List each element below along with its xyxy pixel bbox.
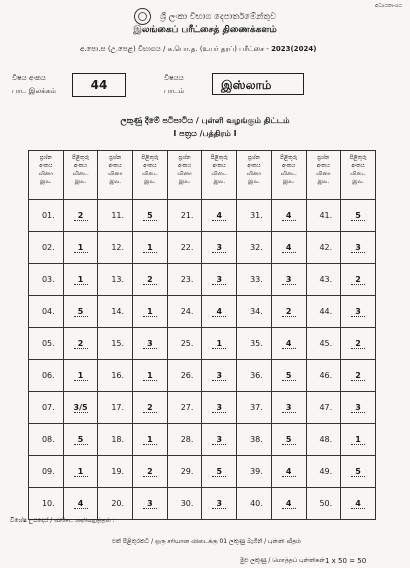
answer-cell	[133, 392, 168, 424]
question-number: 42.	[306, 232, 341, 264]
question-number: 35.	[237, 328, 272, 360]
answer-cell	[271, 360, 306, 392]
header-answer-number: පිළිතුරු අංකය விடை இல.	[202, 151, 237, 200]
question-number: 31.	[237, 200, 272, 232]
header-answer-number: පිළිතුරු අංකය விடை இல.	[133, 151, 168, 200]
answer-value: 1	[74, 275, 88, 285]
question-number: 16.	[98, 360, 133, 392]
answer-value: 5	[74, 435, 88, 445]
answer-cell	[271, 392, 306, 424]
answer-value: 4	[282, 499, 296, 509]
question-number: 21.	[167, 200, 202, 232]
answer-value: 3	[212, 275, 226, 285]
question-number: 40.	[237, 488, 272, 520]
question-number: 49.	[306, 456, 341, 488]
table-header-row	[29, 151, 376, 200]
answer-value: 5	[351, 467, 365, 477]
header-question-number: ප්‍රශ්න අංකය வினா இல.	[29, 151, 64, 200]
question-number: 37.	[237, 392, 272, 424]
answer-value: 5	[351, 211, 365, 221]
answer-value: 2	[74, 339, 88, 349]
answer-cell	[133, 200, 168, 232]
answer-cell	[341, 360, 376, 392]
question-number: 28.	[167, 424, 202, 456]
answer-value: 3	[282, 275, 296, 285]
table-row	[29, 264, 376, 296]
question-number: 25.	[167, 328, 202, 360]
question-number: 26.	[167, 360, 202, 392]
answer-value: 4	[282, 467, 296, 477]
subject-name-box: இஸ்லாம்	[212, 73, 304, 95]
question-number: 32.	[237, 232, 272, 264]
answer-cell	[133, 264, 168, 296]
answer-key-body	[29, 200, 376, 520]
corner-label: අධ්‍යයනාංශය	[374, 3, 402, 9]
table-row	[29, 392, 376, 424]
department-name-sinhala: ශ්‍රී ලංකා විභාග දෙපාර්තමේන්තුව	[159, 11, 277, 22]
answer-value: 1	[143, 243, 157, 253]
answer-cell	[133, 328, 168, 360]
answer-value: 1	[143, 307, 157, 317]
table-row	[29, 200, 376, 232]
question-number: 29.	[167, 456, 202, 488]
total-marks-label: මුළු ලකුණු / மொத்தப் புள்ளிகள்	[240, 557, 325, 564]
question-number: 36.	[237, 360, 272, 392]
question-number: 50.	[306, 488, 341, 520]
answer-cell	[63, 296, 98, 328]
question-number: 45.	[306, 328, 341, 360]
answer-cell	[271, 424, 306, 456]
table-row	[29, 456, 376, 488]
answer-cell	[271, 264, 306, 296]
answer-cell	[202, 296, 237, 328]
header-answer-number: පිළිතුරු අංකය விடை இல.	[271, 151, 306, 200]
answer-value: 2	[143, 275, 157, 285]
question-number: 14.	[98, 296, 133, 328]
question-number: 24.	[167, 296, 202, 328]
answer-cell	[341, 392, 376, 424]
question-number: 12.	[98, 232, 133, 264]
answer-value: 5	[282, 435, 296, 445]
question-number: 03.	[29, 264, 64, 296]
answer-value: 2	[74, 211, 88, 221]
answer-value: 1	[74, 243, 88, 253]
answer-cell	[202, 328, 237, 360]
answer-value: 4	[282, 211, 296, 221]
answer-value: 1	[351, 435, 365, 445]
question-number: 11.	[98, 200, 133, 232]
answer-cell	[271, 296, 306, 328]
answer-value: 3	[212, 403, 226, 413]
answer-cell	[63, 392, 98, 424]
answer-cell	[202, 392, 237, 424]
answer-value: 5	[143, 211, 157, 221]
header-answer-number: පිළිතුරු අංකය விடை இல.	[341, 151, 376, 200]
document-header	[0, 6, 410, 36]
table-row	[29, 424, 376, 456]
answer-value: 5	[74, 307, 88, 317]
answer-cell	[271, 200, 306, 232]
answer-cell	[133, 296, 168, 328]
header-answer-number: පිළිතුරු අංකය விடை இல.	[63, 151, 98, 200]
answer-value: 4	[74, 499, 88, 509]
answer-cell	[63, 456, 98, 488]
answer-value: 3	[212, 435, 226, 445]
question-number: 22.	[167, 232, 202, 264]
exam-year: 2023(2024)	[271, 45, 317, 53]
question-number: 23.	[167, 264, 202, 296]
answer-value: 3	[351, 403, 365, 413]
answer-value: 2	[351, 339, 365, 349]
answer-key-table	[28, 150, 376, 520]
exam-name: අ.පො.ස (උ.පෙළ) විභාගය / க.பொ.த. (உயர் தரப்) பரீட்சை -	[80, 45, 272, 53]
question-number: 19.	[98, 456, 133, 488]
answer-cell	[63, 200, 98, 232]
answer-cell	[271, 328, 306, 360]
answer-value: 3	[282, 403, 296, 413]
answer-cell	[341, 264, 376, 296]
table-row	[29, 360, 376, 392]
question-number: 06.	[29, 360, 64, 392]
answer-cell	[202, 424, 237, 456]
answer-cell	[341, 488, 376, 520]
answer-value: 1	[74, 467, 88, 477]
question-number: 46.	[306, 360, 341, 392]
header-question-number: ප්‍රශ්න අංකය வினா இல.	[167, 151, 202, 200]
question-number: 47.	[306, 392, 341, 424]
question-number: 48.	[306, 424, 341, 456]
marking-scheme-title: ලකුණු දීමේ පටිපාටිය / புள்ளி வழங்கும் திட்டம்	[120, 116, 290, 125]
answer-value: 3	[143, 499, 157, 509]
answer-cell	[341, 232, 376, 264]
answer-value: 3	[212, 499, 226, 509]
header-question-number: ප්‍රශ්න අංකය வினா இல.	[306, 151, 341, 200]
question-number: 05.	[29, 328, 64, 360]
answer-value: 2	[143, 403, 157, 413]
answer-value: 4	[282, 243, 296, 253]
answer-cell	[271, 488, 306, 520]
question-number: 07.	[29, 392, 64, 424]
question-number: 39.	[237, 456, 272, 488]
answer-cell	[133, 488, 168, 520]
answer-value: 4	[351, 499, 365, 509]
answer-value: 1	[143, 435, 157, 445]
answer-cell	[202, 200, 237, 232]
question-number: 41.	[306, 200, 341, 232]
answer-cell	[271, 456, 306, 488]
question-number: 44.	[306, 296, 341, 328]
department-name-tamil: இலங்கைப் பரீட்சைத் திணைக்களம்	[133, 25, 277, 35]
answer-value: 2	[282, 307, 296, 317]
paper-title: I පත්‍රය /பத்திரம் I	[173, 129, 237, 138]
special-instructions: විශේෂ උපදෙස් / விசேட அறிவுறுத்தல் :	[10, 517, 115, 524]
answer-value: 4	[212, 211, 226, 221]
table-row	[29, 328, 376, 360]
table-row	[29, 488, 376, 520]
answer-cell	[202, 264, 237, 296]
exam-line	[80, 45, 380, 54]
answer-value: 3	[212, 243, 226, 253]
answer-cell	[63, 232, 98, 264]
answer-cell	[202, 360, 237, 392]
question-number: 33.	[237, 264, 272, 296]
answer-cell	[133, 360, 168, 392]
answer-cell	[341, 200, 376, 232]
answer-cell	[202, 488, 237, 520]
question-number: 02.	[29, 232, 64, 264]
header-question-number: ප්‍රශ්න අංකය வினா இல.	[237, 151, 272, 200]
answer-value: 2	[351, 275, 365, 285]
subject-code-label: විෂය අංකය பாட இலக்கம்	[12, 74, 56, 95]
answer-value: 1	[143, 371, 157, 381]
answer-value: 3	[351, 307, 365, 317]
answer-value: 5	[282, 371, 296, 381]
question-number: 38.	[237, 424, 272, 456]
total-marks-value: 1 x 50 = 50	[325, 557, 367, 565]
subject-name-label: විෂයය பாடம்	[164, 74, 185, 95]
per-answer-marks: එක් පිළිතුරකට / ஒரு சரியான விடைக்கு 01 ලකුණු බැගින් / புள்ளி வீதம்	[112, 538, 301, 545]
answer-cell	[271, 232, 306, 264]
question-number: 34.	[237, 296, 272, 328]
question-number: 08.	[29, 424, 64, 456]
answer-value: 1	[74, 371, 88, 381]
answer-cell	[341, 456, 376, 488]
answer-cell	[133, 424, 168, 456]
question-number: 18.	[98, 424, 133, 456]
question-number: 17.	[98, 392, 133, 424]
question-number: 04.	[29, 296, 64, 328]
question-number: 43.	[306, 264, 341, 296]
answer-cell	[63, 488, 98, 520]
question-number: 10.	[29, 488, 64, 520]
answer-value: 5	[212, 467, 226, 477]
question-number: 13.	[98, 264, 133, 296]
question-number: 09.	[29, 456, 64, 488]
table-row	[29, 296, 376, 328]
answer-value: 1	[212, 339, 226, 349]
answer-cell	[63, 424, 98, 456]
question-number: 27.	[167, 392, 202, 424]
answer-cell	[133, 456, 168, 488]
answer-value: 2	[351, 371, 365, 381]
header-question-number: ප්‍රශ්න අංකය வினா இல.	[98, 151, 133, 200]
answer-cell	[133, 232, 168, 264]
answer-cell	[341, 424, 376, 456]
answer-value: 4	[212, 307, 226, 317]
subject-code-box: 44	[72, 73, 126, 97]
question-number: 20.	[98, 488, 133, 520]
answer-cell	[341, 328, 376, 360]
table-row	[29, 232, 376, 264]
answer-value: 3	[351, 243, 365, 253]
department-logo-icon	[134, 8, 151, 25]
answer-value: 4	[282, 339, 296, 349]
answer-value: 3	[143, 339, 157, 349]
answer-value: 3/5	[73, 402, 88, 412]
answer-cell	[63, 328, 98, 360]
answer-value: 2	[143, 467, 157, 477]
answer-cell	[63, 360, 98, 392]
answer-cell	[63, 264, 98, 296]
answer-cell	[202, 232, 237, 264]
question-number: 15.	[98, 328, 133, 360]
question-number: 30.	[167, 488, 202, 520]
question-number: 01.	[29, 200, 64, 232]
answer-cell	[202, 456, 237, 488]
answer-cell	[341, 296, 376, 328]
answer-value: 3	[212, 371, 226, 381]
